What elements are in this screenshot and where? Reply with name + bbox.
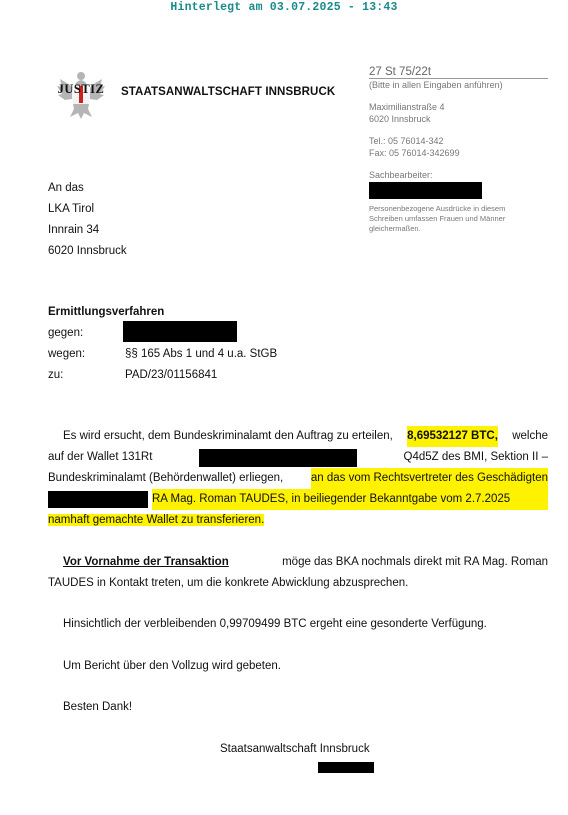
office-fax: Fax: 05 76014-342699 (369, 148, 460, 158)
paragraph-4: Um Bericht über den Vollzug wird gebeten. (63, 660, 281, 672)
wallet-address-redaction (199, 449, 357, 467)
gender-note-line-2: Schreiben umfassen Frauen und Männer (369, 214, 506, 223)
p1-line5-highlight: namhaft gemachte Wallet zu transferieren. (48, 514, 265, 526)
paragraph-1-line-4 (48, 489, 548, 510)
case-reference: 27 St 75/22t (369, 66, 432, 78)
recipient-line-2: LKA Tirol (48, 203, 95, 215)
signature-office: Staatsanwaltschaft Innsbruck (220, 743, 370, 755)
p1-line2-text-a: auf der Wallet 131Rt (48, 451, 153, 463)
regarding-label: wegen: (48, 348, 86, 360)
paragraph-1-line-3 (48, 468, 548, 489)
paragraph-3: Hinsichtlich der verbleibenden 0,99709499 BTC ergeht eine gesonderte Verfügung. (63, 618, 487, 630)
p1-line1-text-a: Es wird ersucht, dem Bundeskriminalamt den Auftrag zu erteilen, (63, 430, 393, 442)
logo-wordmark: JUSTIZ (57, 82, 105, 96)
transaction-caveat-heading: Vor Vornahme der Transaktion (63, 556, 229, 568)
defendant-redaction (123, 321, 237, 342)
victim-name-redaction (48, 491, 148, 508)
to-value: PAD/23/01156841 (125, 369, 218, 381)
clerk-label: Sachbearbeiter: (369, 170, 433, 180)
filing-stamp: Hinterlegt am 03.07.2025 - 13:43 (170, 1, 398, 14)
paragraph-2-line-1 (48, 552, 548, 573)
p1-line1-text-b: welche (512, 430, 548, 442)
recipient-line-1: An das (48, 182, 84, 194)
regarding-value: §§ 165 Abs 1 und 4 u.a. StGB (125, 348, 278, 360)
recipient-line-4: 6020 Innsbruck (48, 245, 127, 257)
office-city: 6020 Innsbruck (369, 114, 431, 124)
reference-note: (Bitte in allen Eingaben anführen) (369, 80, 503, 90)
reference-underline (369, 78, 548, 79)
p1-line2-text-b: Q4d5Z des BMI, Sektion II – (403, 451, 548, 463)
paragraph-1-line-2 (48, 447, 548, 468)
case-title: Ermittlungsverfahren (48, 306, 165, 318)
paragraph-5: Besten Dank! (63, 701, 133, 713)
recipient-line-3: Innrain 34 (48, 224, 100, 236)
office-street: Maximilianstraße 4 (369, 102, 445, 112)
against-label: gegen: (48, 327, 84, 339)
justiz-eagle-logo (56, 69, 106, 121)
p1-line3-highlight: an das vom Rechtsvertreter des Geschädigten (311, 468, 548, 489)
p2-line1-text: möge das BKA nochmals direkt mit RA Mag. Roman (282, 556, 548, 568)
paragraph-1-line-5 (48, 510, 264, 531)
btc-amount-highlight: 8,69532127 BTC, (407, 426, 498, 447)
clerk-redaction (369, 182, 482, 199)
paragraph-2-line-2: TAUDES in Kontakt treten, um die konkrete Abwicklung abzusprechen. (48, 577, 409, 589)
gender-note-line-3: gleichermaßen. (369, 224, 421, 233)
office-telephone: Tel.: 05 76014-342 (369, 136, 444, 146)
office-name: STAATSANWALTSCHAFT INNSBRUCK (121, 86, 336, 98)
p1-line4-highlight: RA Mag. Roman TAUDES, in beiliegender Bekanntgabe vom 2.7.2025 (152, 489, 548, 510)
gender-note-line-1: Personenbezogene Ausdrücke in diesem (369, 204, 506, 213)
p1-line3-text-a: Bundeskriminalamt (Behördenwallet) erliegen, (48, 472, 284, 484)
signature-redaction (318, 762, 374, 773)
to-label: zu: (48, 369, 64, 381)
paragraph-1-line-1 (48, 426, 548, 447)
